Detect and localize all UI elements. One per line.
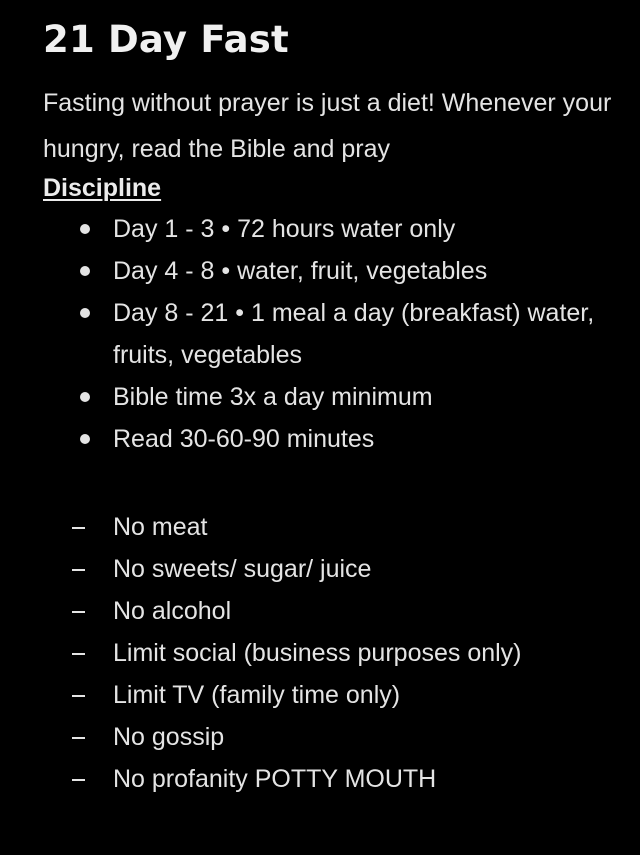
dash-text: Limit social (business purposes only) [113, 639, 522, 667]
bullet-item[interactable] [43, 418, 633, 460]
dash-text: No sweets/ sugar/ juice [113, 555, 372, 583]
bullet-icon [80, 392, 90, 402]
dash-item[interactable] [43, 716, 633, 758]
rules-dash-list [43, 506, 640, 800]
bullet-icon [80, 224, 90, 234]
dash-item[interactable] [43, 590, 633, 632]
bullet-icon [80, 308, 90, 318]
dash-icon [72, 611, 85, 613]
dash-text: No meat [113, 513, 208, 541]
dash-icon [72, 695, 85, 697]
bullet-icon [80, 434, 90, 444]
note-title[interactable]: 21 Day Fast [43, 18, 289, 61]
dash-icon [72, 737, 85, 739]
dash-item[interactable] [43, 506, 633, 548]
bullet-item[interactable] [43, 208, 633, 250]
dash-icon [72, 779, 85, 781]
bullet-item[interactable] [43, 292, 633, 376]
note-intro[interactable]: Fasting without prayer is just a diet! Whenever your hungry, read the Bible and pray [43, 89, 612, 163]
section-heading-discipline[interactable]: Discipline [43, 174, 162, 202]
dash-icon [72, 653, 85, 655]
dash-text: No gossip [113, 723, 225, 751]
bullet-item[interactable] [43, 376, 633, 418]
dash-icon [72, 569, 85, 571]
bullet-item[interactable] [43, 250, 633, 292]
dash-item[interactable] [43, 632, 633, 674]
bullet-icon [80, 266, 90, 276]
discipline-bullet-list [43, 208, 640, 460]
bullet-text: Day 8 - 21 • 1 meal a day (breakfast) water, fruits, vegetables [113, 299, 595, 369]
bullet-text: Day 1 - 3 • 72 hours water only [113, 215, 456, 243]
bullet-text: Read 30-60-90 minutes [113, 425, 375, 453]
bullet-text: Bible time 3x a day minimum [113, 383, 433, 411]
dash-text: No alcohol [113, 597, 232, 625]
dash-icon [72, 527, 85, 529]
dash-text: No profanity POTTY MOUTH [113, 765, 437, 793]
dash-item[interactable] [43, 548, 633, 590]
dash-item[interactable] [43, 758, 633, 800]
dash-item[interactable] [43, 674, 633, 716]
dash-text: Limit TV (family time only) [113, 681, 401, 709]
bullet-text: Day 4 - 8 • water, fruit, vegetables [113, 257, 488, 285]
